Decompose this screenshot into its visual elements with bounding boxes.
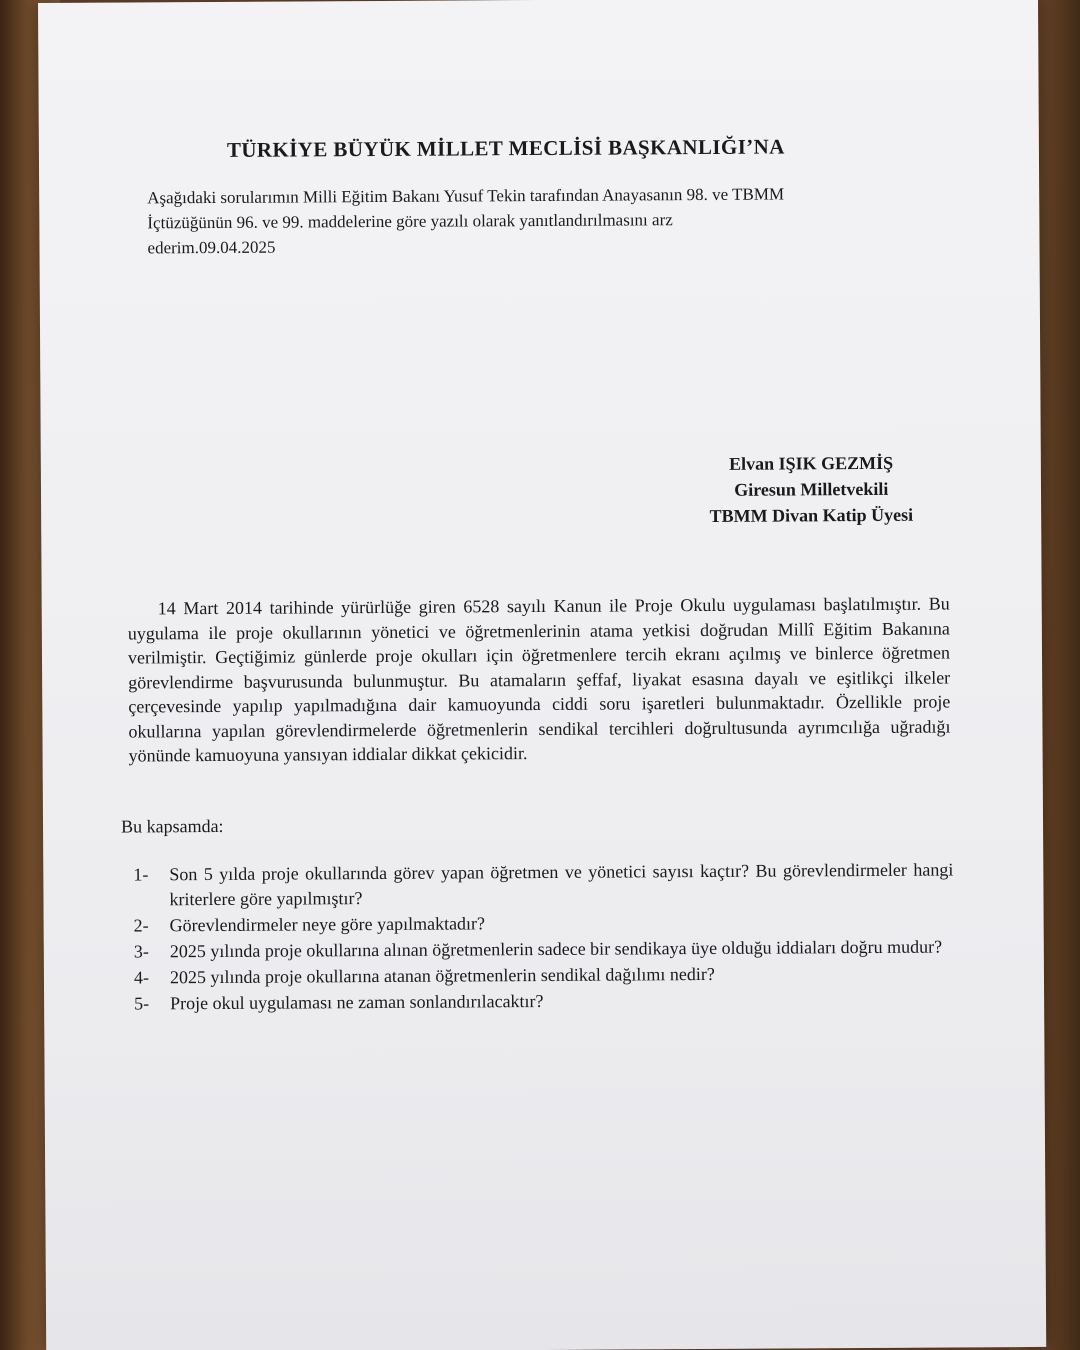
question-item <box>134 986 954 1016</box>
signature-block <box>709 450 913 529</box>
signatory-office: TBMM Divan Katip Üyesi <box>709 504 914 526</box>
question-text: Proje okul uygulaması ne zaman sonlandırılacaktır? <box>170 990 544 1014</box>
intro-line: Aşağıdaki sorularımın Milli Eğitim Bakanı Yusuf Tekin tarafından Anayasanın 98. ve TBMM <box>147 184 785 208</box>
signatory-name: Elvan IŞIK GEZMİŞ <box>728 452 894 474</box>
question-number: 2- <box>133 915 149 936</box>
signatory-role: Giresun Milletvekili <box>734 478 889 500</box>
question-number: 3- <box>133 941 149 962</box>
question-text: 2025 yılında proje okullarına atanan öğretmenlerin sendikal dağılımı nedir? <box>169 963 715 988</box>
intro-paragraph <box>147 181 911 261</box>
question-number: 5- <box>134 993 150 1014</box>
question-text: Son 5 yılda proje okullarında görev yapan öğretmen ve yönetici sayısı kaçtır? Bu görevlendirmeler hangi kriterlere göre yapılmıştır? <box>169 859 954 910</box>
question-number: 1- <box>133 864 149 885</box>
intro-line: ederim.09.04.2025 <box>147 237 276 258</box>
question-list <box>133 857 954 1017</box>
question-item <box>134 908 954 938</box>
body-paragraph: 14 Mart 2014 tarihinde yürürlüğe giren 6528 sayılı Kanun ile Proje Okulu uygulaması başlatılmıştır. Bu uygulama ile proje okullarının yönetici ve öğretmenlerinin atama yetkisi doğrudan Millî Eğitim Bakanına verilmiştir. Geçtiğimiz günlerde proje okulları için öğretmenlere tercih ekranı açılmış ve binlerce öğretmen görevlendirme başvurusunda bulunmuştur. Bu atamaların şeffaf, liyakat esasına dayalı ve eşitlikçi ilkeler çerçevesinde yapılıp yapılmadığına dair kamuoyunda ciddi soru işaretleri bulunmaktadır. Özellikle proje okullarına yapılan görevlendirmelerde öğretmenlerin sendikal tercihleri doğrultusunda ayrımcılığa uğradığı yönünde kamuoyuna yansıyan iddialar dikkat çekicidir. <box>127 593 951 766</box>
document-title: TÜRKİYE BÜYÜK MİLLET MECLİSİ BAŞKANLIĞI’NA <box>226 134 785 162</box>
question-text: 2025 yılında proje okullarına alınan öğretmenlerin sadece bir sendikaya üye olduğu iddiaları doğru mudur? <box>169 936 943 962</box>
paper-sheet <box>38 0 1046 1350</box>
intro-line: İçtüzüğünün 96. ve 99. maddelerine göre yazılı olarak yanıtlandırılmasını arz <box>147 210 673 233</box>
question-item <box>134 960 954 990</box>
question-text: Görevlendirmeler neye göre yapılmaktadır? <box>169 913 486 936</box>
document-content <box>38 0 1046 1350</box>
question-item <box>133 857 953 912</box>
question-number: 4- <box>133 967 150 988</box>
scope-label: Bu kapsamda: <box>120 815 224 837</box>
question-item <box>134 934 954 964</box>
